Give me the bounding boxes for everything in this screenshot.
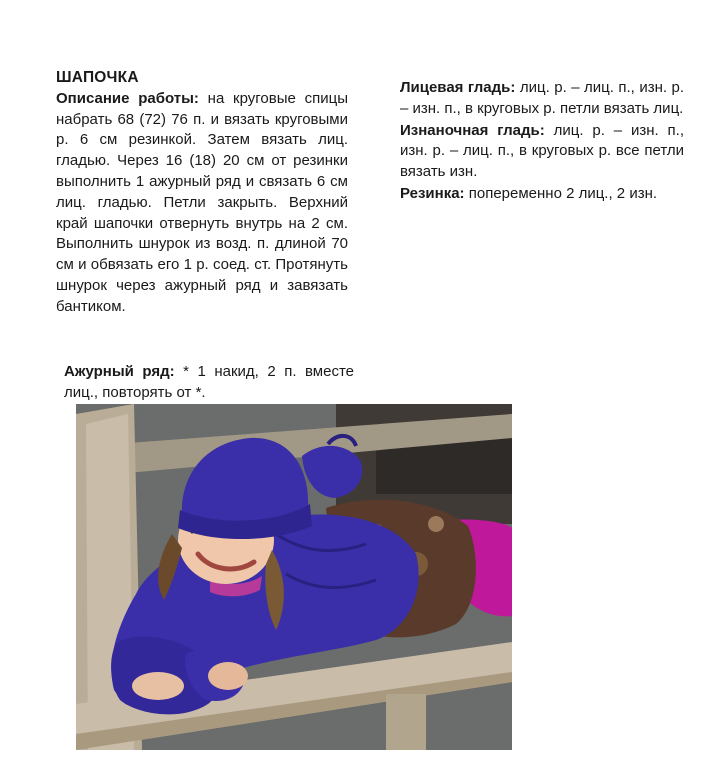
photo-girl-in-knitted-hat <box>76 404 512 750</box>
pattern-title: ШАПОЧКА <box>56 69 139 86</box>
stockinette-text: лиц. р. – лиц. п., изн. р. – изн. п., в круговых р. петли вязать лиц. <box>400 79 685 117</box>
reverse-stockinette-text: лиц. р. – изн. п., изн. р. – лиц. п., в круговых р. все петли вязать изн. <box>400 121 684 181</box>
lace-row-label: Ажурный ряд: <box>64 363 175 380</box>
reverse-stockinette-section <box>400 121 684 183</box>
work-description-text: на круговые спицы набрать 68 (72) 76 п. и вязать круговыми р. 6 см резинкой. Затем вязать лиц. гладью. Через 16 (18) 20 см от резинки выполнить 1 ажурный ряд и связать 6 см лиц. гладью. Петли закрыть. Верхний край шапочки отвернуть внутрь на 2 см. Выполнить шнурок из возд. п. длиной 70 см и обвязать его 1 р. соед. ст. Протянуть шнурок через ажурный ряд и завязать бантиком. <box>56 89 348 315</box>
hand-left <box>132 672 184 700</box>
stockinette-section <box>400 78 684 120</box>
photo-illustration <box>76 404 512 750</box>
skirt-pattern-dot <box>428 516 444 532</box>
rib-section <box>400 184 684 205</box>
left-column <box>56 68 348 318</box>
rib-text: попеременно 2 лиц., 2 изн. <box>464 184 658 202</box>
hand-right <box>208 662 248 690</box>
reverse-stockinette-label: Изнаночная гладь: <box>400 121 545 139</box>
lace-row-text: * 1 накид, 2 п. вместе лиц., повторять от *. <box>64 363 354 401</box>
bench-leg <box>386 694 426 750</box>
stockinette-label: Лицевая гладь: <box>400 79 516 96</box>
lace-row-section <box>64 362 354 404</box>
work-description <box>56 89 348 318</box>
work-description-label: Описание работы: <box>56 89 199 107</box>
rib-label: Резинка: <box>400 184 465 202</box>
right-column <box>400 78 684 206</box>
